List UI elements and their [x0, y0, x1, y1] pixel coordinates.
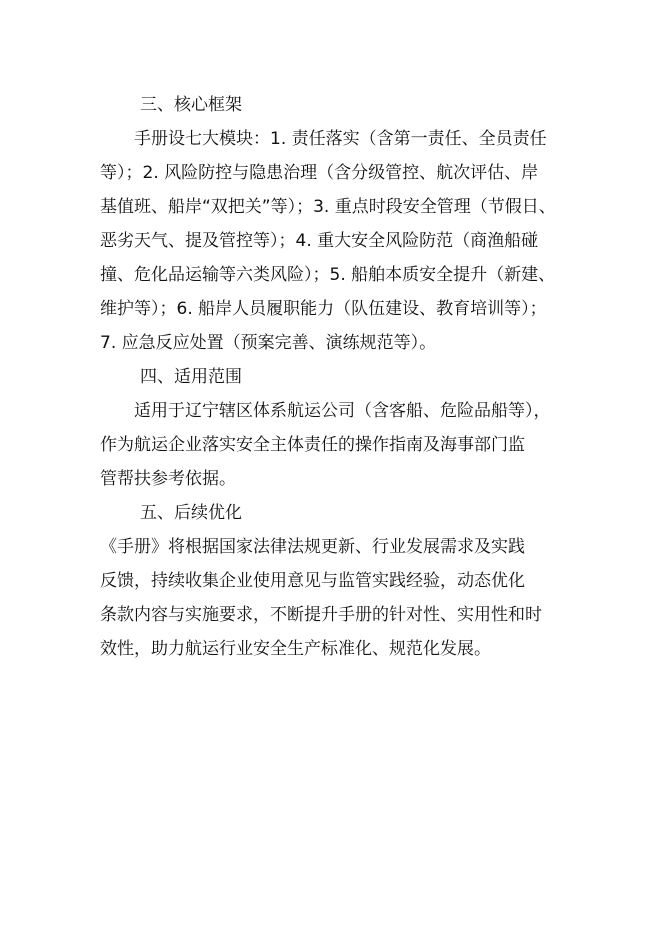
text-line: 等）；2. 风险防控与隐患治理（含分级管控、航次评估、岸 — [100, 163, 539, 183]
section-core-framework — [100, 88, 580, 360]
section-scope — [100, 360, 580, 496]
text-line: 反馈，持续收集企业使用意见与监管实践经验，动态优化 — [100, 571, 525, 591]
text-line: 适用于辽宁辖区体系航运公司（含客船、危险品船等）， — [134, 401, 551, 421]
section-heading: 四、适用范围 — [140, 367, 242, 387]
section-paragraph — [100, 122, 580, 360]
text-line: 作为航运企业落实安全主体责任的操作指南及海事部门监 — [100, 435, 525, 455]
text-line: 条款内容与实施要求，不断提升手册的针对性、实用性和时 — [100, 605, 542, 625]
text-line: 管帮扶参考依据。 — [100, 469, 236, 489]
text-line: 《手册》将根据国家法律法规更新、行业发展需求及实践 — [100, 537, 525, 557]
text-line: 维护等）；6. 船岸人员履职能力（队伍建设、教育培训等）； — [100, 299, 547, 319]
text-line: 效性，助力航运行业安全生产标准化、规范化发展。 — [100, 639, 491, 659]
text-line: 基值班、船岸“双把关”等）；3. 重点时段安全管理（节假日、 — [100, 197, 556, 217]
section-heading: 五、后续优化 — [140, 503, 242, 523]
text-line: 恶劣天气、提及管控等）；4. 重大安全风险防范（商渔船碰 — [100, 231, 539, 251]
text-line: 手册设七大模块：1. 责任落实（含第一责任、全员责任 — [134, 129, 547, 149]
section-paragraph — [100, 530, 580, 666]
document-body — [100, 88, 580, 666]
section-heading: 三、核心框架 — [140, 95, 242, 115]
text-line: 7. 应急反应处置（预案完善、演练规范等）。 — [100, 333, 437, 353]
section-paragraph — [100, 394, 580, 496]
text-line: 撞、危化品运输等六类风险）；5. 船舶本质安全提升（新建、 — [100, 265, 556, 285]
section-follow-up — [100, 496, 580, 666]
